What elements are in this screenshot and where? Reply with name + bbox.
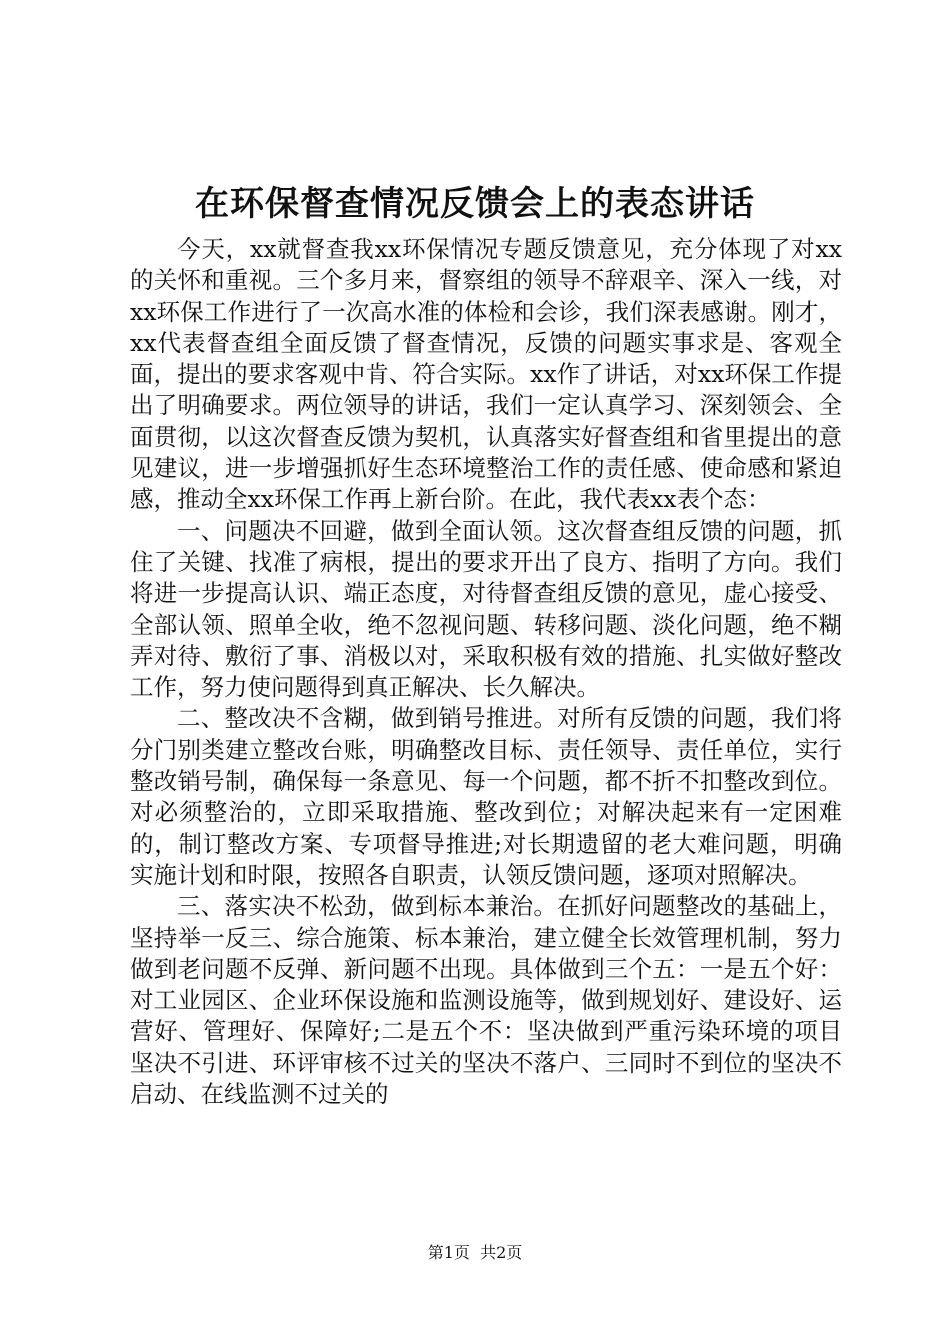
document-body bbox=[130, 234, 842, 1110]
document-title: 在环保督查情况反馈会上的表态讲话 bbox=[195, 184, 755, 224]
page-number-footer: 第1页 共2页 bbox=[427, 1243, 523, 1262]
paragraph-point-one: 一、问题决不回避，做到全面认领。这次督查组反馈的问题，抓住了关键、找准了病根，提出的要求开出了良方、指明了方向。我们将进一步提高认识、端正态度，对待督查组反馈的意见，虚心接受、全部认领、照单全收，绝不忽视问题、转移问题、淡化问题，绝不糊弄对待、敷衍了事、消极以对，采取积极有效的措施、扎实做好整改工作，努力使问题得到真正解决、长久解决。 bbox=[130, 516, 842, 702]
paragraph-point-three: 三、落实决不松劲，做到标本兼治。在抓好问题整改的基础上，坚持举一反三、综合施策、标本兼治，建立健全长效管理机制，努力做到老问题不反弹、新问题不出现。具体做到三个五：一是五个好：对工业园区、企业环保设施和监测设施等，做到规划好、建设好、运营好、管理好、保障好;二是五个不：坚决做到严重污染环境的项目坚决不引进、环评审核不过关的坚决不落户、三同时不到位的坚决不启动、在线监测不过关的 bbox=[130, 892, 842, 1109]
paragraph-intro: 今天，xx就督查我xx环保情况专题反馈意见，充分体现了对xx的关怀和重视。三个多月来，督察组的领导不辞艰辛、深入一线，对xx环保工作进行了一次高水准的体检和会诊，我们深表感谢。刚才，xx代表督查组全面反馈了督查情况，反馈的问题实事求是、客观全面，提出的要求客观中肯、符合实际。xx作了讲话，对xx环保工作提出了明确要求。两位领导的讲话，我们一定认真学习、深刻领会、全面贯彻，以这次督查反馈为契机，认真落实好督查组和省里提出的意见建议，进一步增强抓好生态环境整治工作的责任感、使命感和紧迫感，推动全xx环保工作再上新台阶。在此，我代表xx表个态： bbox=[130, 235, 842, 514]
paragraph-point-two: 二、整改决不含糊，做到销号推进。对所有反馈的问题，我们将分门别类建立整改台账，明确整改目标、责任领导、责任单位，实行整改销号制，确保每一条意见、每一个问题，都不折不扣整改到位。对必须整治的，立即采取措施、整改到位；对解决起来有一定困难的，制订整改方案、专项督导推进;对长期遗留的老大难问题，明确实施计划和时限，按照各自职责，认领反馈问题，逐项对照解决。 bbox=[130, 704, 842, 889]
